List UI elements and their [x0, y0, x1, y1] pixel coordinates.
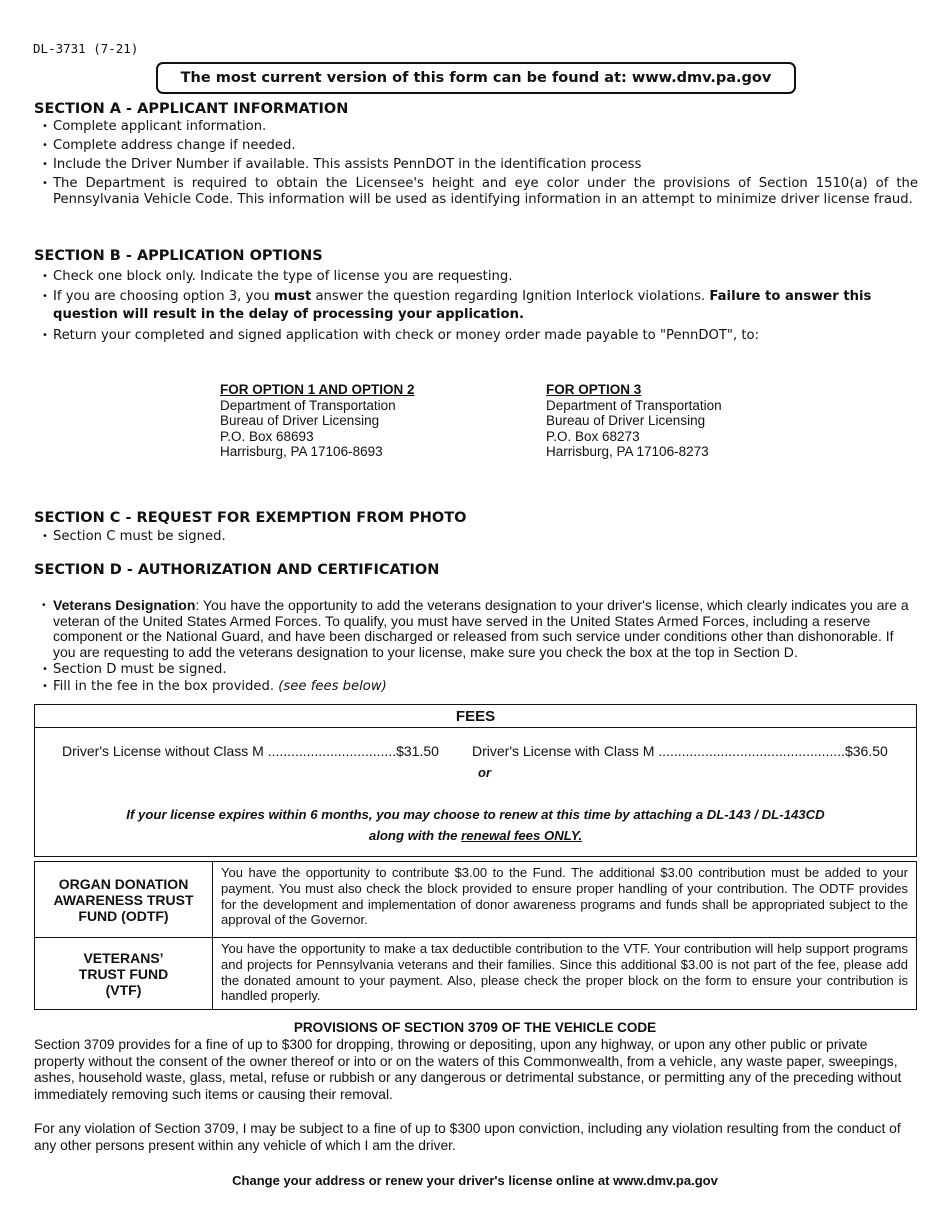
fees-heading: FEES	[35, 705, 917, 728]
text: answer the question regarding Ignition Interlock violations.	[311, 288, 710, 304]
list-item: • Complete address change if needed.	[42, 138, 918, 154]
section-a-bullets	[42, 119, 918, 211]
address-line: Department of Transportation	[546, 397, 722, 413]
renew-note-line2	[36, 828, 915, 843]
address-line: Harrisburg, PA 17106-8693	[220, 444, 383, 460]
veterans-designation-label: Veterans Designation	[53, 597, 196, 613]
trust-funds-table	[34, 861, 917, 1010]
text: along with the	[368, 828, 462, 843]
fund-label: ORGAN DONATION AWARENESS TRUST FUND (ODTF)	[35, 862, 213, 938]
address-option-1-2	[220, 382, 415, 460]
fund-text: You have the opportunity to make a tax deductible contribution to the VTF. Your contribution will help support programs and projects for Pennsylvania veterans and their families. Since this additional $3.00 is not part of the fee, please add the donated amount to your payment. Also, please check the proper block on the form to ensure your contribution is handled properly.	[213, 938, 917, 1010]
footer-note: Change your address or renew your driver's license online at www.dmv.pa.gov	[232, 1173, 718, 1188]
table-row	[35, 862, 917, 938]
table-row	[35, 938, 917, 1010]
text: : You have the opportunity to add the veterans designation to your driver's license, which clearly indicates you are a veteran of the United States Armed Forces. To qualify, you must have served in the United States Armed Forces, including a reserve component or the National Guard, and have been discharged or released from such service under conditions other than dishonorable. If you are requesting to add the veterans designation to your license, make sure you check the box at the top in Section D.	[53, 597, 909, 660]
fees-body	[35, 728, 917, 857]
address-line: Department of Transportation	[220, 397, 396, 413]
fund-text: You have the opportunity to contribute $3.00 to the Fund. The additional $3.00 contribution must be added to your payment. You must also check the block provided to ensure proper handling of your contribution. The ODTF provides for the development and implementation of donor awareness programs and funds shall be appropriated subject to the approval of the Governor.	[213, 862, 917, 938]
provisions-paragraph-2: For any violation of Section 3709, I may be subject to a fine of up to $300 upon conviction, including any violation resulting from the conduct of any other persons present within any vehicle of which I am the driver.	[34, 1121, 901, 1153]
list-item: • Check one block only. Indicate the type of license you are requesting.	[42, 269, 918, 285]
list-item	[42, 679, 918, 695]
fund-label	[35, 938, 213, 1010]
section-a-heading: SECTION A - APPLICANT INFORMATION	[34, 101, 349, 117]
text: (see fees below)	[278, 678, 387, 694]
fees-table	[34, 704, 917, 857]
section-b-bullets	[42, 269, 918, 347]
list-item: • The Department is required to obtain the Licensee's height and eye color under the provisions of Section 1510(a) of the Pennsylvania Vehicle Code. This information will be used as identifying information in an attempt to minimize driver license fraud.	[42, 176, 918, 208]
list-item	[42, 598, 918, 660]
text: Fill in the fee in the box provided.	[53, 678, 279, 694]
current-version-banner: The most current version of this form can be found at: www.dmv.pa.gov	[156, 62, 796, 94]
address-line: P.O. Box 68693	[220, 428, 314, 444]
section-c-heading: SECTION C - REQUEST FOR EXEMPTION FROM PHOTO	[34, 510, 467, 526]
address-line: Bureau of Driver Licensing	[220, 413, 380, 429]
renewal-fees-only: renewal fees ONLY.	[461, 828, 583, 843]
warning-text: Failure to answer this question will result in the delay of processing your application.	[53, 288, 872, 323]
address-line: Harrisburg, PA 17106-8273	[546, 444, 709, 460]
fees-or: or	[478, 765, 491, 780]
address-line: Bureau of Driver Licensing	[546, 413, 706, 429]
text-must: must	[273, 288, 312, 304]
form-number: DL-3731 (7-21)	[33, 41, 139, 56]
provisions-heading: PROVISIONS OF SECTION 3709 OF THE VEHICLE CODE	[293, 1020, 657, 1035]
fund-label-text: VETERANS’ TRUST FUND (VTF)	[78, 949, 169, 998]
list-item: • Include the Driver Number if available. This assists PennDOT in the identification process	[42, 157, 918, 173]
list-item	[42, 288, 918, 325]
fee-with-class-m: Driver's License with Class M ................................................$36.50	[472, 743, 888, 759]
list-item: • Section D must be signed.	[42, 662, 918, 678]
section-d-heading: SECTION D - AUTHORIZATION AND CERTIFICATION	[34, 562, 440, 578]
list-item: • Section C must be signed.	[42, 529, 918, 545]
address-heading: FOR OPTION 1 AND OPTION 2	[220, 382, 415, 397]
address-heading: FOR OPTION 3	[546, 382, 642, 397]
list-item: • Complete applicant information.	[42, 119, 918, 135]
address-option-3	[546, 382, 722, 460]
renew-note-line1: If your license expires within 6 months, you may choose to renew at this time by attaching a DL-143 / DL-143CD	[126, 807, 825, 822]
address-line: P.O. Box 68273	[546, 428, 640, 444]
fee-without-class-m: Driver's License without Class M .................................$31.50	[62, 743, 439, 759]
section-d-bullets	[42, 598, 918, 698]
provisions-paragraph-1: Section 3709 provides for a fine of up to $300 for dropping, throwing or depositing, upon any highway, or upon any other public or private property without the consent of the owner thereof or into or on the waters of this Commonwealth, from a vehicle, any waste paper, sweepings, ashes, household waste, glass, metal, refuse or rubbish or any dangerous or detrimental substance, or permitting any of the preceding without immediately removing such items or causing their removal.	[34, 1037, 902, 1102]
section-c-bullets	[42, 529, 918, 548]
list-item: • Return your completed and signed application with check or money order made payable to "PennDOT", to:	[42, 328, 918, 344]
text: If you are choosing option 3, you	[53, 288, 274, 304]
section-b-heading: SECTION B - APPLICATION OPTIONS	[34, 248, 323, 264]
